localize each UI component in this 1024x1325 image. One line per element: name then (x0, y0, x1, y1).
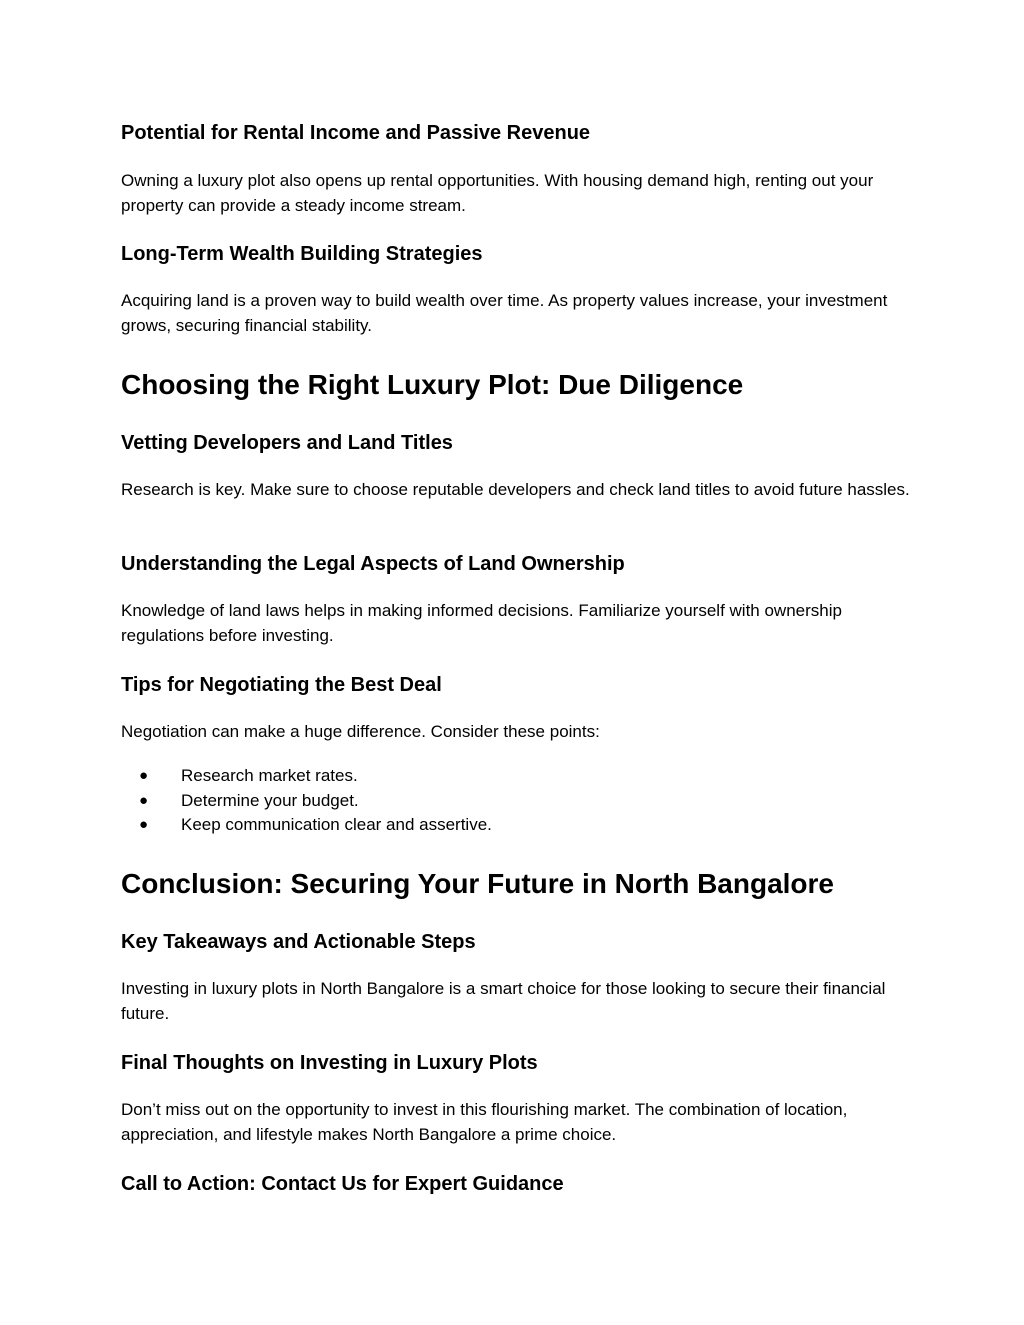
bullet-dot: ● (139, 791, 149, 809)
heading-rental-income: Potential for Rental Income and Passive Revenue (121, 122, 591, 144)
paragraph-vetting-developers: Research is key. Make sure to choose reputable developers and check land titles to avoid future hassles. (121, 480, 910, 499)
paragraph-legal-aspects: Knowledge of land laws helps in making informed decisions. Familiarize yourself with ownership regulations before investing. (121, 601, 842, 645)
paragraph-negotiating-tips: Negotiation can make a huge difference. Consider these points: (121, 722, 600, 741)
heading-due-diligence: Choosing the Right Luxury Plot: Due Diligence (121, 369, 744, 400)
heading-final-thoughts: Final Thoughts on Investing in Luxury Plots (121, 1052, 538, 1074)
list-item-text: Keep communication clear and assertive. (181, 815, 492, 834)
paragraph-key-takeaways: Investing in luxury plots in North Bangalore is a smart choice for those looking to secure their financial future. (121, 979, 886, 1023)
heading-legal-aspects: Understanding the Legal Aspects of Land Ownership (121, 553, 625, 575)
list-item-text: Determine your budget. (181, 790, 359, 810)
paragraph-wealth-building: Acquiring land is a proven way to build wealth over time. As property values increase, your investment grows, securing financial stability. (121, 291, 888, 335)
heading-key-takeaways: Key Takeaways and Actionable Steps (121, 931, 476, 953)
bullet-dot: ● (139, 767, 149, 784)
list-item (121, 813, 911, 838)
heading-vetting-developers: Vetting Developers and Land Titles (121, 432, 453, 454)
list-item (121, 789, 911, 814)
heading-call-to-action: Call to Action: Contact Us for Expert Guidance (121, 1173, 564, 1195)
heading-negotiating-tips: Tips for Negotiating the Best Deal (121, 674, 442, 696)
list-item (121, 764, 911, 789)
heading-conclusion: Conclusion: Securing Your Future in North Bangalore (121, 868, 835, 899)
paragraph-final-thoughts: Don’t miss out on the opportunity to invest in this flourishing market. The combination of location, appreciation, and lifestyle makes North Bangalore a prime choice. (121, 1100, 848, 1144)
heading-wealth-building: Long-Term Wealth Building Strategies (121, 243, 483, 265)
paragraph-rental-income: Owning a luxury plot also opens up rental opportunities. With housing demand high, renting out your property can provide a steady income stream. (121, 171, 874, 215)
list-item-text: Research market rates. (181, 766, 358, 785)
bullet-dot: ● (139, 816, 149, 833)
negotiation-bullet-list (121, 764, 911, 838)
